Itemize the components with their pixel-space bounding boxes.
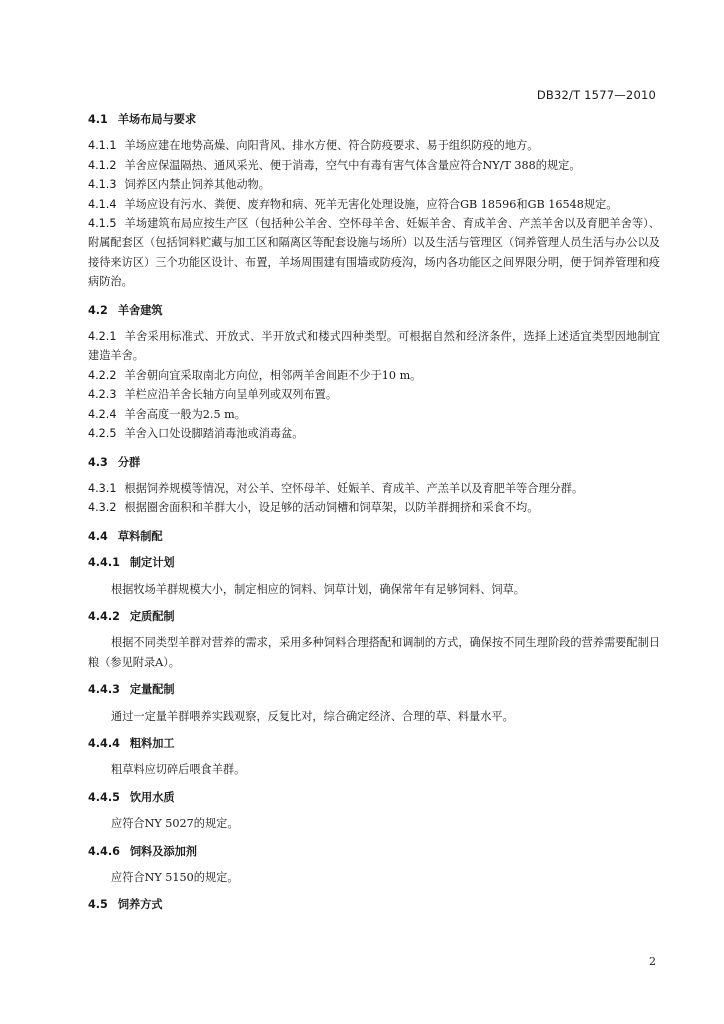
clause-number: 4.3.1 xyxy=(88,481,117,495)
section-number: 4.5 xyxy=(88,898,108,912)
section-number: 4.3 xyxy=(88,455,108,469)
clause-text: 羊舍采用标准式、开放式、半开放式和楼式四种类型。可根据自然和经济条件，选择上述适宜类型因地制宜建造羊舍。 xyxy=(88,330,660,363)
subsection-text-4-4-1: 根据牧场羊群规模大小，制定相应的饲料、饲草计划，确保常年有足够饲料、饲草。 xyxy=(111,582,525,596)
subsection-title: 定质配制 xyxy=(129,609,175,623)
section-title: 饲养方式 xyxy=(117,898,163,912)
clause-number: 4.3.2 xyxy=(88,501,117,515)
subsection-number: 4.4.2 xyxy=(88,609,120,623)
subsection-heading-4-4-2 xyxy=(88,607,660,626)
subsection-title: 定量配制 xyxy=(129,683,175,697)
subsection-text-4-4-6: 应符合NY 5150的规定。 xyxy=(111,871,239,884)
subsection-number: 4.4.5 xyxy=(88,790,120,804)
subsection-heading-4-4-4 xyxy=(88,734,660,753)
page-number: 2 xyxy=(649,955,656,968)
subsection-title: 饲料及添加剂 xyxy=(129,844,197,858)
clause-text: 根据圈舍面积和羊群大小，设足够的活动饲槽和饲草架，以防羊群拥挤和采食不均。 xyxy=(124,501,539,515)
clause-number: 4.2.1 xyxy=(88,330,117,344)
clause-number: 4.2.5 xyxy=(88,427,117,441)
subsection-heading-4-4-3 xyxy=(88,680,660,699)
clause-4-2-5 xyxy=(88,424,660,443)
clause-number: 4.2.2 xyxy=(88,368,117,382)
clause-4-1-3 xyxy=(88,175,660,194)
section-heading-4-2 xyxy=(88,301,660,320)
subsection-number: 4.4.1 xyxy=(88,556,120,570)
clause-4-3-1 xyxy=(88,479,660,498)
subsection-heading-4-4-6 xyxy=(88,842,660,861)
section-title: 羊场布局与要求 xyxy=(117,113,197,126)
clause-number: 4.1.1 xyxy=(88,139,117,153)
clause-4-1-5 xyxy=(88,214,660,292)
clause-text: 羊舍入口处设脚踏消毒池或消毒盆。 xyxy=(124,427,304,441)
clause-4-1-2 xyxy=(88,156,660,175)
clause-number: 4.2.3 xyxy=(88,388,117,402)
subsection-number: 4.4.3 xyxy=(88,683,120,697)
clause-4-1-1 xyxy=(88,136,660,155)
section-number: 4.2 xyxy=(88,303,108,317)
subsection-title: 饮用水质 xyxy=(129,790,175,804)
clause-4-2-2 xyxy=(88,366,660,385)
clause-text: 羊舍应保温隔热、通风采光、便于消毒，空气中有毒有害气体含量应符合NY/T 388的规定。 xyxy=(124,158,581,172)
section-number: 4.4 xyxy=(88,529,108,543)
clause-number: 4.1.3 xyxy=(88,178,117,192)
clause-number: 4.1.5 xyxy=(88,217,117,231)
clause-4-2-1 xyxy=(88,327,660,366)
section-heading-4-1 xyxy=(88,110,660,129)
section-number: 4.1 xyxy=(88,113,108,126)
section-heading-4-5 xyxy=(88,895,660,914)
section-title: 草料制配 xyxy=(117,529,163,543)
section-heading-4-4 xyxy=(88,527,660,546)
clause-4-3-2 xyxy=(88,498,660,517)
clause-text: 羊场建筑布局应按生产区（包括种公羊舍、空怀母羊舍、妊娠羊舍、育成羊舍、产羔羊舍以及育肥羊舍等）、附属配套区（包括饲料贮藏与加工区和隔离区等配套设施与场所）以及生活与管理区（饲养管理人员生活与办公以及接待来访区）三个功能区设计、布置，羊场周围建有围墙或防疫沟，场内各功能区之间界限分明，便于饲养管理和疫病防治。 xyxy=(88,217,660,289)
subsection-text-4-4-3: 通过一定量羊群喂养实践观察，反复比对，综合确定经济、合理的草、料量水平。 xyxy=(111,709,514,723)
subsection-number: 4.4.6 xyxy=(88,844,120,858)
clause-text: 羊栏应沿羊舍长轴方向呈单列或双列布置。 xyxy=(124,388,338,402)
clause-4-2-3 xyxy=(88,385,660,404)
section-title: 分群 xyxy=(117,455,141,469)
subsection-title: 制定计划 xyxy=(129,556,175,570)
clause-number: 4.2.4 xyxy=(88,407,117,421)
clause-text: 饲养区内禁止饲养其他动物。 xyxy=(124,178,270,192)
clause-text: 根据饲养规模等情况，对公羊、空怀母羊、妊娠羊、育成羊、产羔羊以及育肥羊等合理分群。 xyxy=(124,481,584,495)
subsection-text-4-4-5: 应符合NY 5027的规定。 xyxy=(111,817,239,831)
section-heading-4-3 xyxy=(88,453,660,472)
clause-4-2-4 xyxy=(88,405,660,424)
subsection-number: 4.4.4 xyxy=(88,736,120,750)
clause-text: 羊场应建在地势高燥、向阳背风、排水方便、符合防疫要求、易于组织防疫的地方。 xyxy=(124,139,539,153)
document-body xyxy=(88,110,660,922)
subsection-heading-4-4-5 xyxy=(88,788,660,807)
clause-number: 4.1.4 xyxy=(88,197,117,211)
standard-code: DB32/T 1577—2010 xyxy=(536,88,656,102)
clause-4-1-4 xyxy=(88,195,660,214)
subsection-text-content: 根据不同类型羊群对营养的需求，采用多种饲料合理搭配和调制的方式，确保按不同生理阶段的营养需要配制日粮（参见附录A）。 xyxy=(88,636,660,669)
subsection-heading-4-4-1 xyxy=(88,553,660,572)
subsection-text-4-4-4: 粗草料应切碎后喂食羊群。 xyxy=(111,763,246,777)
section-title: 羊舍建筑 xyxy=(117,303,163,317)
clause-number: 4.1.2 xyxy=(88,158,117,172)
subsection-text-4-4-2 xyxy=(88,633,660,672)
clause-text: 羊场应设有污水、粪便、废弃物和病、死羊无害化处理设施，应符合GB 18596和GB 16548规定。 xyxy=(124,197,618,211)
clause-text: 羊舍高度一般为2.5 m。 xyxy=(124,407,246,421)
subsection-title: 粗料加工 xyxy=(129,736,175,750)
clause-text: 羊舍朝向宜采取南北方向位，相邻两羊舍间距不少于10 m。 xyxy=(124,368,422,382)
